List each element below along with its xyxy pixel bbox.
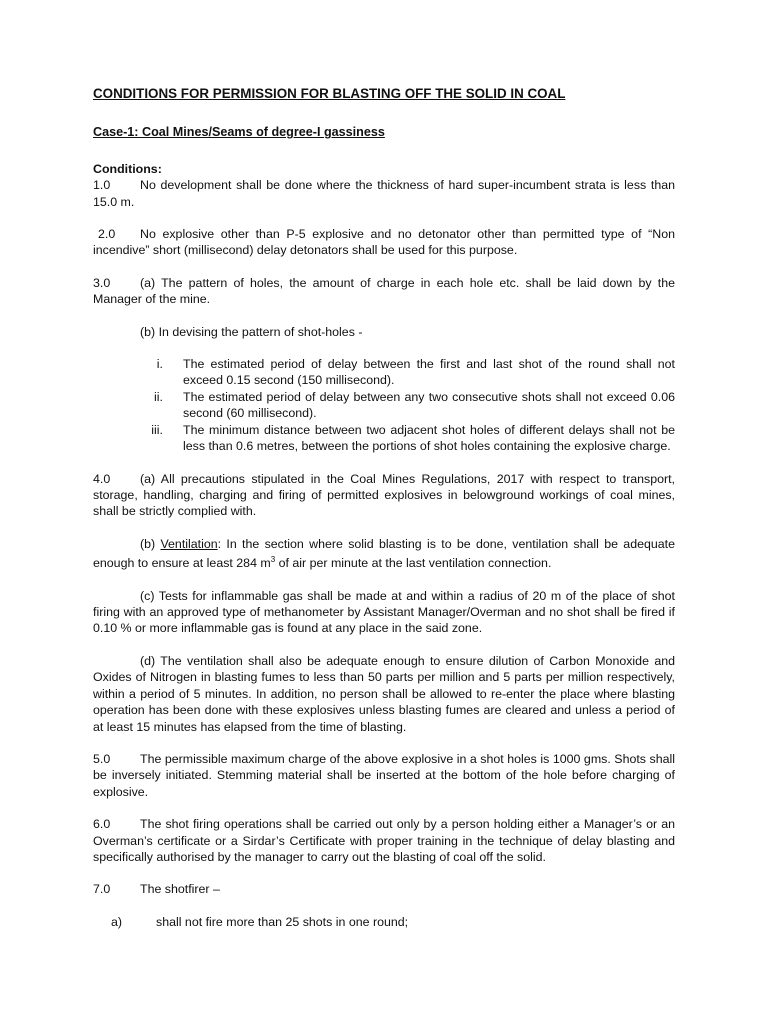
list-item-text: The estimated period of delay between any two consecutive shots shall not exceed 0.06 second (60 millisecond). bbox=[183, 389, 675, 421]
list-item-number: i. bbox=[156, 357, 163, 372]
case-heading: Case-1: Coal Mines/Seams of degree-I gassiness bbox=[93, 125, 385, 140]
condition-3-number: 3.0 bbox=[93, 275, 111, 290]
condition-2-number: 2.0 bbox=[98, 227, 116, 242]
condition-7a-number: a) bbox=[111, 914, 123, 929]
condition-2 bbox=[93, 226, 675, 259]
condition-6 bbox=[93, 816, 675, 865]
condition-7a bbox=[111, 914, 675, 930]
condition-1-text: No development shall be done where the thickness of hard super-incumbent strata is less than 15.0 m. bbox=[93, 178, 675, 209]
condition-7-text: The shotfirer – bbox=[140, 882, 220, 897]
condition-4-number: 4.0 bbox=[93, 471, 111, 486]
condition-4c: (c) Tests for inflammable gas shall be made at and within a radius of 20 m of the place of shot firing with an approved type of methanometer by Assistant Manager/Overman and no shot shall be fired if 0.10 % or more inflammable gas is found at any place in the said zone. bbox=[93, 588, 675, 636]
condition-2-text: No explosive other than P-5 explosive and no detonator other than permitted type of “Non incendive” short (millisecond) delay detonators shall be used for this purpose. bbox=[93, 227, 675, 258]
condition-3a-text: (a) The pattern of holes, the amount of charge in each hole etc. shall be laid down by the Manager of the mine. bbox=[93, 275, 675, 307]
condition-4a-text: (a) All precautions stipulated in the Coal Mines Regulations, 2017 with respect to transport, storage, handling, charging and firing of permitted explosives in belowground workings of coal mines, shall be strictly complied with. bbox=[93, 471, 675, 519]
condition-3b: (b) In devising the pattern of shot-holes - bbox=[140, 324, 363, 339]
condition-6-text: The shot firing operations shall be carried out only by a person holding either a Manager’s or an Overman’s certificate or a Sirdar’s Certificate with proper training in the technique of delay blasting and specifically authorised by the manager to carry out the blasting of coal off the solid. bbox=[93, 817, 675, 864]
list-item-number: ii. bbox=[154, 389, 163, 404]
list-item bbox=[93, 389, 675, 422]
condition-4a bbox=[93, 471, 675, 520]
list-item-text: The estimated period of delay between the first and last shot of the round shall not exceed 0.15 second (150 millisecond). bbox=[183, 357, 675, 388]
condition-4d: (d) The ventilation shall also be adequate enough to ensure dilution of Carbon Monoxide and Oxides of Nitrogen in blasting fumes to less than 50 parts per million and 5 parts per million respectively, within a period of 5 minutes. In addition, no person shall be allowed to re-enter the place where blasting operation has been done with these explosives unless blasting fumes are cleared and unless a period of at least 15 minutes has elapsed from the time of blasting. bbox=[93, 653, 675, 734]
condition-4b bbox=[93, 536, 675, 572]
conditions-label: Conditions: bbox=[93, 161, 162, 176]
condition-1 bbox=[93, 177, 675, 210]
condition-7a-text: shall not fire more than 25 shots in one round; bbox=[156, 914, 409, 929]
list-item bbox=[93, 422, 675, 455]
condition-7-number: 7.0 bbox=[93, 882, 111, 897]
list-item-number: iii. bbox=[151, 422, 163, 437]
list-item bbox=[93, 356, 675, 389]
condition-7 bbox=[93, 881, 675, 897]
condition-4b-prefix: (b) bbox=[140, 536, 161, 551]
list-item-text: The minimum distance between two adjacent shot holes of different delays shall not be less than 0.6 metres, between the portions of shot holes containing the explosive charge. bbox=[183, 422, 675, 454]
condition-3a bbox=[93, 275, 675, 308]
superscript-3: 3 bbox=[270, 555, 276, 565]
document-title: CONDITIONS FOR PERMISSION FOR BLASTING OFF THE SOLID IN COAL bbox=[93, 86, 566, 101]
document-page bbox=[93, 86, 675, 930]
condition-6-number: 6.0 bbox=[93, 817, 111, 832]
condition-5 bbox=[93, 751, 675, 800]
condition-1-number: 1.0 bbox=[93, 178, 111, 193]
condition-4b-text-end: of air per minute at the last ventilation connection. bbox=[275, 556, 552, 571]
condition-4b-text: : In the section where solid blasting is to be done, ventilation shall be adequate enough to ensure at least 284 m bbox=[93, 536, 675, 571]
condition-5-number: 5.0 bbox=[93, 751, 111, 766]
condition-5-text: The permissible maximum charge of the above explosive in a shot holes is 1000 gms. Shots shall be inversely initiated. Stemming material shall be inserted at the bottom of the hole before charging of explosive. bbox=[93, 751, 675, 799]
delay-rules-list bbox=[93, 356, 675, 454]
ventilation-label: Ventilation bbox=[160, 536, 218, 551]
